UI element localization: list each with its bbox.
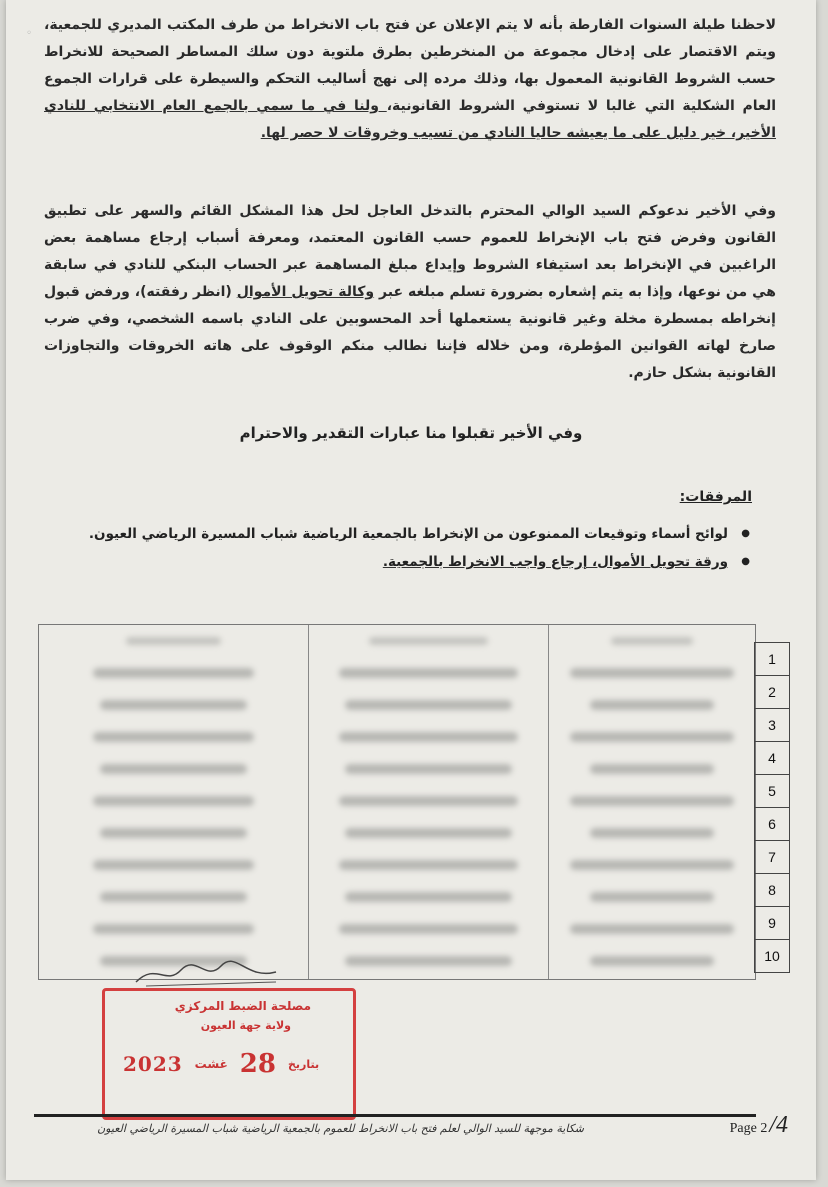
footer-text: شكاية موجهة للسيد الوالي لعلم فتح باب الانخراط للعموم بالجمعية الرياضية شباب المسيرة الرياضي العيون — [97, 1122, 584, 1135]
signature-icon — [126, 952, 286, 992]
row-number: 10 — [755, 940, 789, 973]
row-number: 9 — [755, 907, 789, 940]
redacted-text — [339, 732, 518, 742]
redacted-text — [100, 700, 248, 710]
corner-mark-icon: ◦ — [26, 28, 32, 39]
redacted-text — [570, 732, 735, 742]
redacted-cell — [39, 881, 308, 913]
redacted-cell — [39, 849, 308, 881]
blurred-column — [549, 625, 755, 979]
redacted-text — [590, 828, 714, 838]
row-number: 2 — [755, 676, 789, 709]
redacted-cell — [309, 753, 548, 785]
redacted-text — [345, 956, 512, 966]
redacted-cell — [309, 721, 548, 753]
redacted-cell — [309, 945, 548, 977]
redacted-cell — [549, 689, 755, 721]
redacted-text — [339, 924, 518, 934]
redacted-cell — [549, 945, 755, 977]
redacted-text — [93, 924, 254, 934]
redacted-cell — [309, 657, 548, 689]
closing-line: وفي الأخير تقبلوا منا عبارات التقدير والاحترام — [239, 424, 583, 442]
redacted-cell — [549, 721, 755, 753]
redacted-cell — [549, 753, 755, 785]
redacted-cell — [39, 753, 308, 785]
redacted-header-cell — [309, 625, 548, 657]
redacted-text — [100, 892, 248, 902]
blurred-table-body — [38, 624, 756, 980]
redacted-cell — [309, 849, 548, 881]
redacted-text — [590, 956, 714, 966]
paragraph-2-underlined: وكالة تحويل الأموال — [236, 284, 375, 300]
page-number — [730, 1112, 788, 1139]
document-page — [6, 0, 816, 1180]
footer-divider — [34, 1114, 756, 1117]
blurred-column — [39, 625, 309, 979]
attachment-item: ● لوائح أسماء وتوقيعات الممنوعون من الإنخراط بالجمعية الرياضية شباب المسيرة الرياضي العيون. — [46, 520, 752, 548]
redacted-cell — [549, 817, 755, 849]
redacted-text — [590, 892, 714, 902]
redacted-cell — [549, 881, 755, 913]
row-number: 4 — [755, 742, 789, 775]
page-total: /4 — [769, 1112, 788, 1138]
redacted-text — [339, 796, 518, 806]
redacted-text — [126, 637, 220, 645]
redacted-cell — [309, 785, 548, 817]
stamp-year: 2023 — [123, 1052, 183, 1076]
redacted-text — [93, 796, 254, 806]
redacted-cell — [39, 689, 308, 721]
redacted-text — [570, 860, 735, 870]
paragraph-1-text: لاحظنا طيلة السنوات الفارطة بأنه لا يتم الإعلان عن فتح باب الانخراط من طرف المكتب المديري للجمعية، ويتم الاقتصار على إدخال مجموعة من المنخرطين بطرق ملتوية دون سلك المساطر الصحيحة للانخراط حسب الشروط القانونية المعمول بها، وذلك مرده إلى نهج أساليب التحكم والسيطرة على قرارات الجموع العام الشكلية التي غالبا لا تستوفي الشروط القانونية، — [44, 17, 776, 114]
stamp-line-1: مصلحة الضبط المركزي — [174, 999, 311, 1013]
redacted-text — [611, 637, 693, 645]
redacted-cell — [309, 689, 548, 721]
row-number: 1 — [755, 643, 789, 676]
row-number: 5 — [755, 775, 789, 808]
attachments-heading: المرفقات: — [679, 489, 752, 505]
redacted-cell — [309, 817, 548, 849]
paragraph-2-text-before: وفي الأخير ندعوكم السيد الوالي المحترم بالتدخل العاجل لحل هذا المشكل القائم والسهر على تطبيق القانون وفرض فتح باب الإنخراط للعموم حسب القانون المعتمد، ومعرفة أسباب إرجاع مساهمة بعض الراغبين في الإنخراط بعد استيفاء الشروط وإيداع مبلغ المساهمة عبر الحساب البنكي للنادي في سابقة هي من نوعها، وإذا به يتم إشعاره بضرورة تسلم مبلغه عبر — [44, 203, 777, 300]
redacted-text — [570, 796, 735, 806]
redacted-text — [93, 732, 254, 742]
redacted-cell — [309, 913, 548, 945]
redacted-text — [339, 860, 518, 870]
redacted-cell — [39, 817, 308, 849]
stamp-month: غشت — [194, 1057, 228, 1071]
paragraph-1 — [44, 12, 776, 147]
attachment-item: ● ورقة تحويل الأموال، إرجاع واجب الانخراط بالجمعية. — [46, 548, 752, 576]
stamp-day: 28 — [239, 1049, 276, 1079]
attachments-list — [46, 520, 752, 576]
redacted-cell — [549, 849, 755, 881]
page-label: Page 2 — [729, 1121, 768, 1136]
redacted-text — [369, 637, 489, 645]
stamp-date-label: بتاريخ — [287, 1057, 320, 1071]
members-table — [38, 622, 790, 980]
redacted-text — [93, 668, 254, 678]
redacted-cell — [549, 657, 755, 689]
redacted-text — [570, 924, 735, 934]
row-number: 8 — [755, 874, 789, 907]
redacted-cell — [39, 785, 308, 817]
redacted-text — [345, 700, 512, 710]
redacted-cell — [39, 721, 308, 753]
redacted-text — [570, 668, 735, 678]
redacted-text — [339, 668, 518, 678]
blurred-column — [309, 625, 549, 979]
redacted-text — [100, 828, 248, 838]
stamp-line-2: ولاية جهة العيون — [200, 1019, 291, 1032]
row-number: 3 — [755, 709, 789, 742]
redacted-text — [345, 828, 512, 838]
row-number-column — [754, 642, 790, 973]
row-number: 7 — [755, 841, 789, 874]
redacted-text — [345, 764, 512, 774]
redacted-text — [100, 764, 248, 774]
paragraph-1-underlined: ولنا في ما سمي بالجمع العام الانتخابي للنادي الأخير، خير دليل على ما يعيشه حاليا النادي من تسيب وخروقات لا حصر لها. — [44, 98, 776, 141]
redacted-cell — [549, 785, 755, 817]
redacted-cell — [549, 913, 755, 945]
redacted-header-cell — [549, 625, 755, 657]
official-stamp — [102, 988, 356, 1120]
stamp-date — [123, 1049, 345, 1079]
paragraph-2 — [44, 198, 776, 387]
redacted-cell — [39, 913, 308, 945]
redacted-text — [590, 700, 714, 710]
redacted-text — [590, 764, 714, 774]
redacted-cell — [39, 657, 308, 689]
paragraph-2-text-after: (انظر رفقته)، ورفض قبول إنخراطه بمسطرة مخلة وغير قانونية يستعملها أحد المحسوبين على النادي باسمه الشخصي، وفي ضرب صارخ لهاته القوانين المؤطرة، ومن خلاله فإننا نطالب منكم الوقوف على هاته الخروقات والتجاوزات القانونية بشكل حازم. — [44, 284, 776, 381]
redacted-cell — [309, 881, 548, 913]
redacted-text — [93, 860, 254, 870]
row-number: 6 — [755, 808, 789, 841]
redacted-text — [345, 892, 512, 902]
redacted-header-cell — [39, 625, 308, 657]
